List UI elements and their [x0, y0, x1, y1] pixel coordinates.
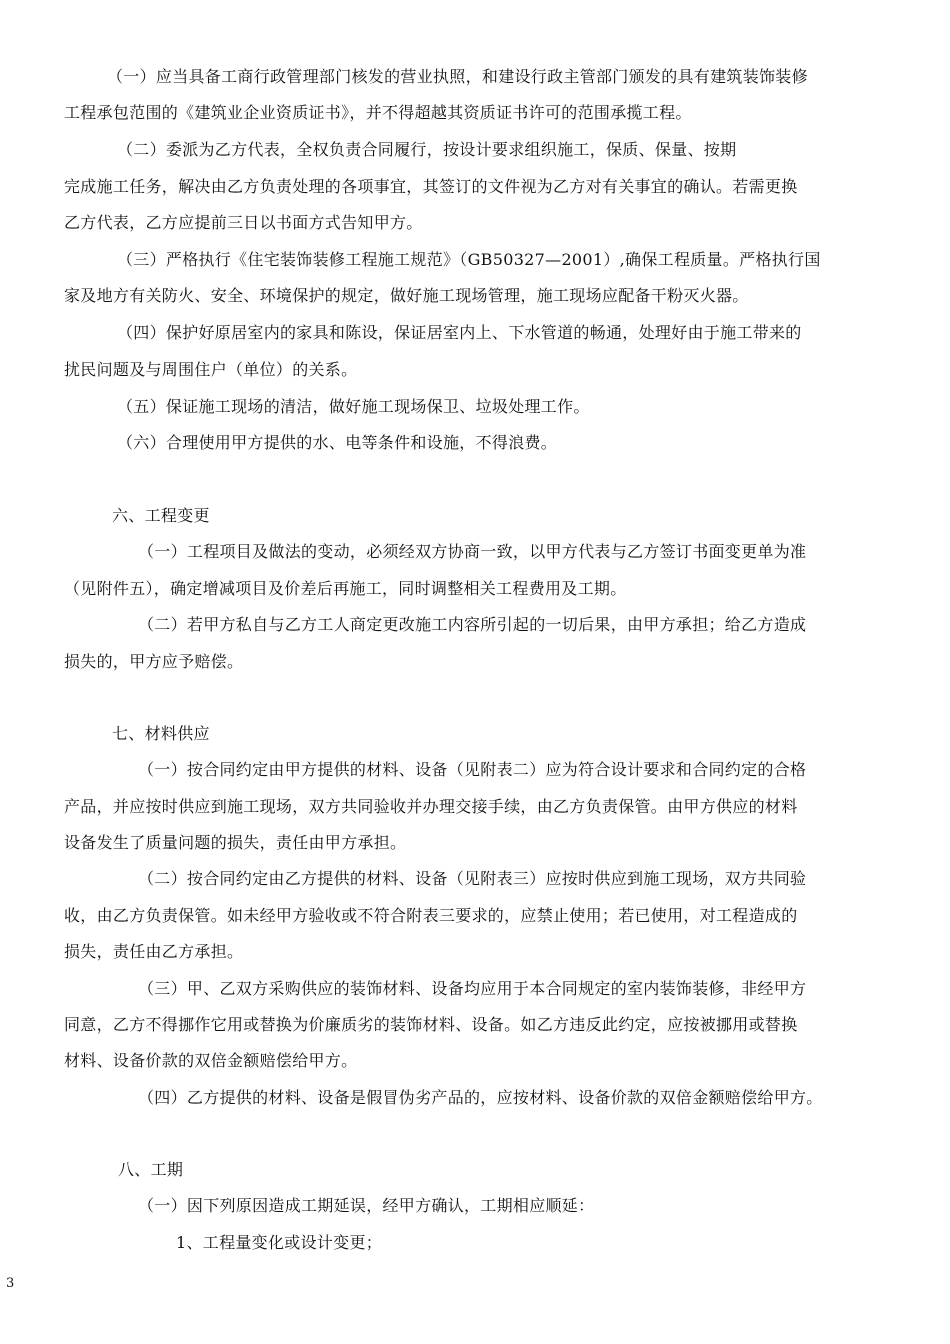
page-number: 3 [6, 1276, 15, 1291]
section7-heading: 七、材料供应 [112, 724, 210, 743]
section8-heading: 八、工期 [118, 1160, 184, 1179]
s5-item4-line2: 扰民问题及与周围住户（单位）的关系。 [64, 360, 358, 379]
s5-item2-line2: 完成施工任务，解决由乙方负责处理的各项事宜，其签订的文件视为乙方对有关事宜的确认。若需更换 [64, 177, 798, 196]
s7-item3-line3: 材料、设备价款的双倍金额赔偿给甲方。 [64, 1051, 358, 1070]
s7-item3-line1: （三）甲、乙双方采购供应的装饰材料、设备均应用于本合同规定的室内装饰装修，非经甲方 [138, 979, 807, 998]
s5-item4-line1: （四）保护好原居室内的家具和陈设，保证居室内上、下水管道的畅通，处理好由于施工带来的 [117, 323, 802, 342]
s6-item2-line1: （二）若甲方私自与乙方工人商定更改施工内容所引起的一切后果，由甲方承担；给乙方造成 [138, 615, 807, 634]
section6-heading: 六、工程变更 [112, 506, 210, 525]
s7-item1-line3: 设备发生了质量问题的损失，责任由甲方承担。 [64, 833, 407, 852]
s7-item1-line2: 产品，并应按时供应到施工现场，双方共同验收并办理交接手续，由乙方负责保管。由甲方供应的材料 [64, 797, 798, 816]
s6-item1-line2: （见附件五），确定增减项目及价差后再施工，同时调整相关工程费用及工期。 [64, 579, 627, 598]
s5-item3-line2: 家及地方有关防火、安全、环境保护的规定，做好施工现场管理，施工现场应配备干粉灭火器。 [64, 286, 749, 305]
s5-item2-line3: 乙方代表，乙方应提前三日以书面方式告知甲方。 [64, 213, 423, 232]
s7-item2-line2: 收，由乙方负责保管。如未经甲方验收或不符合附表三要求的，应禁止使用；若已使用，对工程造成的 [64, 906, 798, 925]
s5-item1-line2: 工程承包范围的《建筑业企业资质证书》，并不得超越其资质证书许可的范围承揽工程。 [64, 103, 692, 122]
s7-item4: （四）乙方提供的材料、设备是假冒伪劣产品的，应按材料、设备价款的双倍金额赔偿给甲方。 [138, 1088, 823, 1107]
s5-item1-line1: （一）应当具备工商行政管理部门核发的营业执照，和建设行政主管部门颁发的具有建筑装饰装修 [107, 67, 808, 86]
s6-item1-line1: （一）工程项目及做法的变动，必须经双方协商一致，以甲方代表与乙方签订书面变更单为准 [138, 542, 807, 561]
s7-item2-line1: （二）按合同约定由乙方提供的材料、设备（见附表三）应按时供应到施工现场，双方共同验 [138, 869, 807, 888]
s7-item2-line3: 损失，责任由乙方承担。 [64, 942, 244, 961]
s6-item2-line2: 损失的，甲方应予赔偿。 [64, 652, 244, 671]
s5-item5: （五）保证施工现场的清洁，做好施工现场保卫、垃圾处理工作。 [117, 397, 590, 416]
s5-item6: （六）合理使用甲方提供的水、电等条件和设施，不得浪费。 [117, 433, 558, 452]
s8-sub1: 1、工程量变化或设计变更； [176, 1233, 383, 1252]
s8-item1: （一）因下列原因造成工期延误，经甲方确认，工期相应顺延： [138, 1196, 595, 1215]
s5-item2-line1: （二）委派为乙方代表，全权负责合同履行，按设计要求组织施工，保质、保量、按期 [117, 140, 737, 159]
s5-item3-line1: （三）严格执行《住宅装饰装修工程施工规范》（GB50327—2001）,确保工程质量。严格执行国 [117, 250, 821, 269]
s7-item1-line1: （一）按合同约定由甲方提供的材料、设备（见附表二）应为符合设计要求和合同约定的合格 [138, 760, 807, 779]
s7-item3-line2: 同意，乙方不得挪作它用或替换为价廉质劣的装饰材料、设备。如乙方违反此约定，应按被挪用或替换 [64, 1015, 798, 1034]
